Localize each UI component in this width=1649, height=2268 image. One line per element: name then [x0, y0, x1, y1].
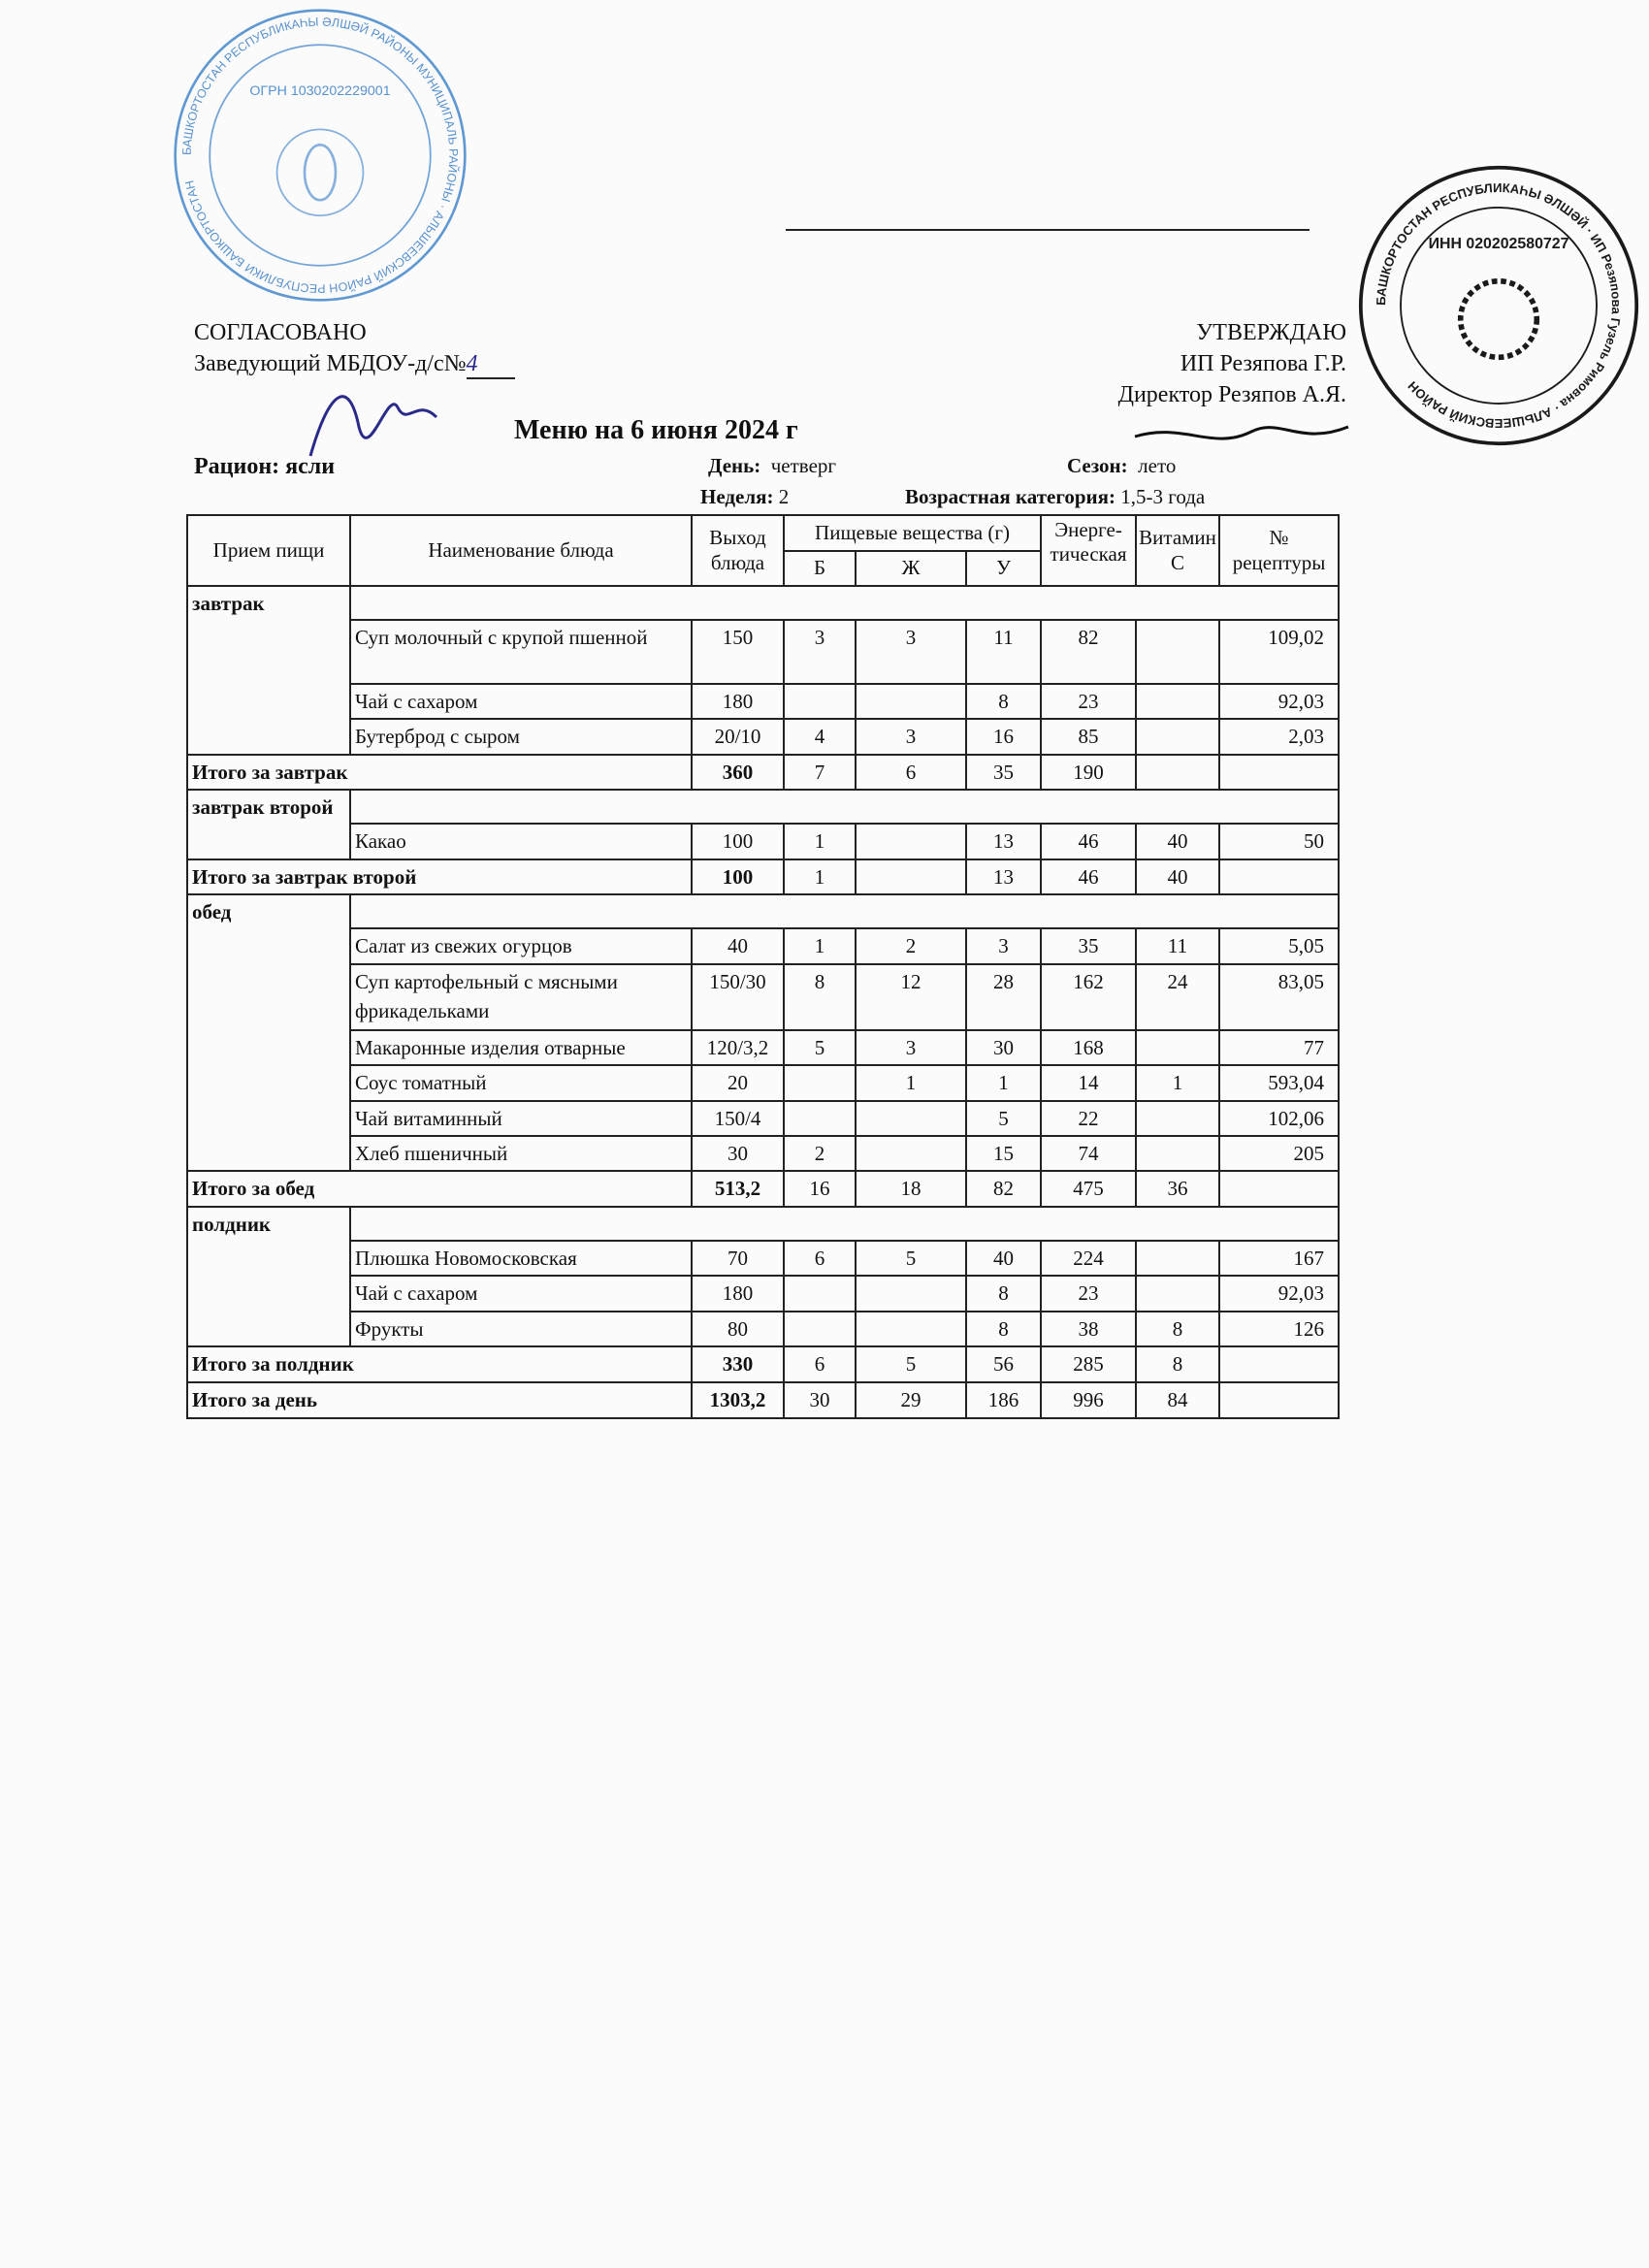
cell-energy: 162	[1041, 964, 1136, 1030]
cell-zh	[856, 1312, 966, 1346]
section-spacer	[350, 586, 1339, 620]
stamp-left-text: БАШКОРТОСТАН РЕСПУБЛИКАҺЫ ӘЛШӘЙ РАЙОНЫ МУНИЦИПАЛЬ РАЙОНЫ · АЛЬШЕЕВСКИЙ РАЙОН РЕСПУБЛИКИ БАШКОРТОСТАН	[179, 15, 461, 296]
cell-b: 4	[784, 719, 856, 754]
stamp-right-text: БАШКОРТОСТАН РЕСПУБЛИКАҺЫ ӘЛШӘЙ · ИП Резяпова Гузель Римовна · АЛЬШЕЕВСКИЙ РАЙОН	[1373, 180, 1624, 431]
cell-b: 16	[784, 1171, 856, 1206]
cell-energy: 35	[1041, 928, 1136, 963]
cell-recipe: 5,05	[1219, 928, 1339, 963]
cell-u: 1	[966, 1065, 1041, 1100]
dish-row	[187, 1312, 1339, 1346]
approval-right-heading: УТВЕРЖДАЮ	[1196, 320, 1346, 345]
week-label: Неделя:	[700, 485, 774, 508]
cell-output: 180	[692, 1276, 784, 1311]
cell-recipe: 167	[1219, 1241, 1339, 1276]
cell-vitc	[1136, 1030, 1219, 1065]
cell-recipe: 126	[1219, 1312, 1339, 1346]
header-energy: Энерге-тическая	[1041, 515, 1136, 586]
dish-name: Фрукты	[350, 1312, 692, 1346]
ration-value: ясли	[285, 454, 336, 479]
cell-zh	[856, 824, 966, 859]
header-meal: Прием пищи	[187, 515, 350, 586]
ration-field	[194, 454, 335, 480]
cell-output: 513,2	[692, 1171, 784, 1206]
total-label: Итого за завтрак	[187, 755, 692, 790]
cell-recipe: 593,04	[1219, 1065, 1339, 1100]
approval-left-heading: СОГЛАСОВАНО	[194, 320, 367, 345]
dish-name: Салат из свежих огурцов	[350, 928, 692, 963]
day-field	[708, 454, 836, 478]
day-total-label: Итого за день	[187, 1382, 692, 1418]
meal-label: полдник	[187, 1207, 350, 1346]
dish-row	[187, 684, 1339, 719]
cell-energy: 996	[1041, 1382, 1136, 1418]
dish-row	[187, 1136, 1339, 1171]
cell-energy: 74	[1041, 1136, 1136, 1171]
cell-u: 40	[966, 1241, 1041, 1276]
dish-row	[187, 1030, 1339, 1065]
total-label: Итого за завтрак второй	[187, 859, 692, 894]
cell-u: 56	[966, 1346, 1041, 1381]
stamp-left-ogrn: ОГРН 1030202229001	[249, 82, 391, 99]
dish-row	[187, 719, 1339, 754]
cell-energy: 46	[1041, 824, 1136, 859]
cell-u: 186	[966, 1382, 1041, 1418]
cell-energy: 475	[1041, 1171, 1136, 1206]
cell-energy: 82	[1041, 620, 1136, 684]
cell-u: 30	[966, 1030, 1041, 1065]
cell-b	[784, 1276, 856, 1311]
dish-row	[187, 928, 1339, 963]
cell-zh	[856, 684, 966, 719]
section-spacer	[350, 894, 1339, 928]
stamp-right-inn: ИНН 020202580727	[1428, 236, 1569, 253]
cell-output: 100	[692, 824, 784, 859]
dish-name: Бутерброд с сыром	[350, 719, 692, 754]
header-dish: Наименование блюда	[350, 515, 692, 586]
meal-label: обед	[187, 894, 350, 1171]
cell-b: 30	[784, 1382, 856, 1418]
cell-u: 8	[966, 684, 1041, 719]
week-value: 2	[778, 485, 790, 508]
cell-output: 180	[692, 684, 784, 719]
cell-zh: 6	[856, 755, 966, 790]
cell-vitc: 36	[1136, 1171, 1219, 1206]
cell-b: 6	[784, 1241, 856, 1276]
day-total-row	[187, 1382, 1339, 1418]
age-label: Возрастная категория:	[905, 485, 1116, 508]
cell-energy: 22	[1041, 1101, 1136, 1136]
dish-name: Суп молочный с крупой пшенной	[350, 620, 692, 684]
cell-b	[784, 1065, 856, 1100]
cell-vitc	[1136, 1101, 1219, 1136]
cell-output: 150	[692, 620, 784, 684]
header-vitc: Витамин С	[1136, 515, 1219, 586]
cell-recipe	[1219, 1382, 1339, 1418]
header-protein: Б	[784, 551, 856, 586]
cell-u: 16	[966, 719, 1041, 754]
cell-zh	[856, 859, 966, 894]
blue-stamp-left	[165, 0, 475, 310]
header-output: Выход блюда	[692, 515, 784, 586]
total-label: Итого за обед	[187, 1171, 692, 1206]
cell-output: 1303,2	[692, 1382, 784, 1418]
cell-recipe: 92,03	[1219, 1276, 1339, 1311]
cell-energy: 46	[1041, 859, 1136, 894]
cell-vitc: 24	[1136, 964, 1219, 1030]
cell-u: 28	[966, 964, 1041, 1030]
menu-table	[186, 514, 1340, 1419]
cell-energy: 14	[1041, 1065, 1136, 1100]
cell-output: 30	[692, 1136, 784, 1171]
cell-b: 6	[784, 1346, 856, 1381]
cell-zh	[856, 1136, 966, 1171]
header-carbs: У	[966, 551, 1041, 586]
cell-zh: 5	[856, 1346, 966, 1381]
dish-name: Чай с сахаром	[350, 1276, 692, 1311]
cell-b: 2	[784, 1136, 856, 1171]
page-title: Меню на 6 июня 2024 г	[514, 415, 798, 445]
day-value: четверг	[770, 454, 837, 477]
cell-u: 8	[966, 1312, 1041, 1346]
cell-u: 3	[966, 928, 1041, 963]
cell-b	[784, 1312, 856, 1346]
dish-row	[187, 620, 1339, 684]
cell-u: 13	[966, 824, 1041, 859]
cell-output: 80	[692, 1312, 784, 1346]
approval-left-position	[194, 351, 515, 379]
dish-name: Плюшка Новомосковская	[350, 1241, 692, 1276]
total-row	[187, 1171, 1339, 1206]
cell-output: 100	[692, 859, 784, 894]
cell-recipe: 50	[1219, 824, 1339, 859]
cell-recipe	[1219, 1171, 1339, 1206]
cell-recipe	[1219, 859, 1339, 894]
svg-text:БАШКОРТОСТАН РЕСПУБЛИКАҺЫ ӘЛШӘ	[180, 16, 461, 296]
cell-output: 120/3,2	[692, 1030, 784, 1065]
cell-u: 82	[966, 1171, 1041, 1206]
age-value: 1,5-3 года	[1120, 485, 1206, 508]
cell-vitc	[1136, 684, 1219, 719]
day-label: День:	[708, 454, 761, 477]
season-field	[1067, 454, 1176, 478]
section-row	[187, 790, 1339, 824]
cell-vitc	[1136, 1276, 1219, 1311]
cell-zh: 1	[856, 1065, 966, 1100]
cell-recipe: 205	[1219, 1136, 1339, 1171]
cell-output: 70	[692, 1241, 784, 1276]
dish-name: Суп картофельный с мясными фрикадельками	[350, 964, 692, 1030]
black-stamp-right	[1358, 165, 1639, 446]
cell-b: 1	[784, 928, 856, 963]
cell-energy: 38	[1041, 1312, 1136, 1346]
approval-right-director: Директор Резяпов А.Я.	[1117, 382, 1346, 407]
cell-u: 15	[966, 1136, 1041, 1171]
cell-vitc	[1136, 755, 1219, 790]
dish-name: Чай витаминный	[350, 1101, 692, 1136]
dish-row	[187, 1101, 1339, 1136]
cell-recipe	[1219, 1346, 1339, 1381]
cell-output: 150/4	[692, 1101, 784, 1136]
dish-name: Хлеб пшеничный	[350, 1136, 692, 1171]
cell-output: 40	[692, 928, 784, 963]
header-nutrients: Пищевые вещества (г)	[784, 515, 1041, 551]
cell-b: 5	[784, 1030, 856, 1065]
cell-zh: 3	[856, 620, 966, 684]
season-label: Сезон:	[1067, 454, 1128, 477]
cell-energy: 23	[1041, 684, 1136, 719]
cell-zh: 3	[856, 1030, 966, 1065]
dish-name: Соус томатный	[350, 1065, 692, 1100]
cell-u: 5	[966, 1101, 1041, 1136]
dish-row	[187, 1241, 1339, 1276]
meal-label: завтрак	[187, 586, 350, 755]
cell-energy: 168	[1041, 1030, 1136, 1065]
header-fat: Ж	[856, 551, 966, 586]
cell-vitc: 8	[1136, 1312, 1219, 1346]
cell-energy: 224	[1041, 1241, 1136, 1276]
cell-output: 150/30	[692, 964, 784, 1030]
cell-vitc	[1136, 1241, 1219, 1276]
cell-b	[784, 684, 856, 719]
dish-row	[187, 824, 1339, 859]
cell-vitc: 40	[1136, 824, 1219, 859]
cell-vitc	[1136, 719, 1219, 754]
total-row	[187, 755, 1339, 790]
cell-u: 11	[966, 620, 1041, 684]
cell-output: 20	[692, 1065, 784, 1100]
cell-b: 8	[784, 964, 856, 1030]
cell-vitc: 84	[1136, 1382, 1219, 1418]
header-recipe: № рецептуры	[1219, 515, 1339, 586]
cell-b: 1	[784, 824, 856, 859]
cell-vitc: 40	[1136, 859, 1219, 894]
section-row	[187, 586, 1339, 620]
cell-b	[784, 1101, 856, 1136]
dish-name: Макаронные изделия отварные	[350, 1030, 692, 1065]
approval-right-company: ИП Резяпова Г.Р.	[1180, 351, 1346, 376]
cell-b: 3	[784, 620, 856, 684]
section-row	[187, 894, 1339, 928]
total-row	[187, 859, 1339, 894]
cell-vitc	[1136, 620, 1219, 684]
signature-line	[786, 229, 1310, 231]
cell-energy: 23	[1041, 1276, 1136, 1311]
section-spacer	[350, 1207, 1339, 1241]
cell-zh: 18	[856, 1171, 966, 1206]
dish-name: Какао	[350, 824, 692, 859]
cell-energy: 85	[1041, 719, 1136, 754]
dish-name: Чай с сахаром	[350, 684, 692, 719]
cell-vitc	[1136, 1136, 1219, 1171]
cell-recipe: 92,03	[1219, 684, 1339, 719]
dish-row	[187, 1065, 1339, 1100]
cell-b: 7	[784, 755, 856, 790]
cell-recipe: 109,02	[1219, 620, 1339, 684]
dish-row	[187, 964, 1339, 1030]
cell-b: 1	[784, 859, 856, 894]
cell-zh	[856, 1101, 966, 1136]
svg-text:БАШКОРТОСТАН РЕСПУБЛИКАҺЫ ӘЛШӘ	[1374, 180, 1624, 431]
cell-vitc: 1	[1136, 1065, 1219, 1100]
cell-energy: 285	[1041, 1346, 1136, 1381]
cell-output: 330	[692, 1346, 784, 1381]
cell-recipe: 77	[1219, 1030, 1339, 1065]
cell-energy: 190	[1041, 755, 1136, 790]
approval-left-number: 4	[467, 351, 515, 379]
approval-left-position-text: Заведующий МБДОУ-д/с№	[194, 351, 467, 376]
total-label: Итого за полдник	[187, 1346, 692, 1381]
total-row	[187, 1346, 1339, 1381]
cell-recipe: 102,06	[1219, 1101, 1339, 1136]
ration-label: Рацион:	[194, 454, 280, 479]
cell-zh: 12	[856, 964, 966, 1030]
cell-u: 8	[966, 1276, 1041, 1311]
cell-u: 13	[966, 859, 1041, 894]
cell-zh: 5	[856, 1241, 966, 1276]
cell-output: 360	[692, 755, 784, 790]
cell-u: 35	[966, 755, 1041, 790]
age-field	[905, 485, 1205, 509]
meal-label: завтрак второй	[187, 790, 350, 859]
section-spacer	[350, 790, 1339, 824]
cell-vitc: 11	[1136, 928, 1219, 963]
cell-vitc: 8	[1136, 1346, 1219, 1381]
cell-zh: 3	[856, 719, 966, 754]
section-row	[187, 1207, 1339, 1241]
dish-row	[187, 1276, 1339, 1311]
cell-recipe: 2,03	[1219, 719, 1339, 754]
cell-zh: 2	[856, 928, 966, 963]
cell-recipe: 83,05	[1219, 964, 1339, 1030]
cell-zh	[856, 1276, 966, 1311]
season-value: лето	[1138, 454, 1177, 477]
cell-recipe	[1219, 755, 1339, 790]
cell-zh: 29	[856, 1382, 966, 1418]
week-field	[700, 485, 789, 509]
cell-output: 20/10	[692, 719, 784, 754]
